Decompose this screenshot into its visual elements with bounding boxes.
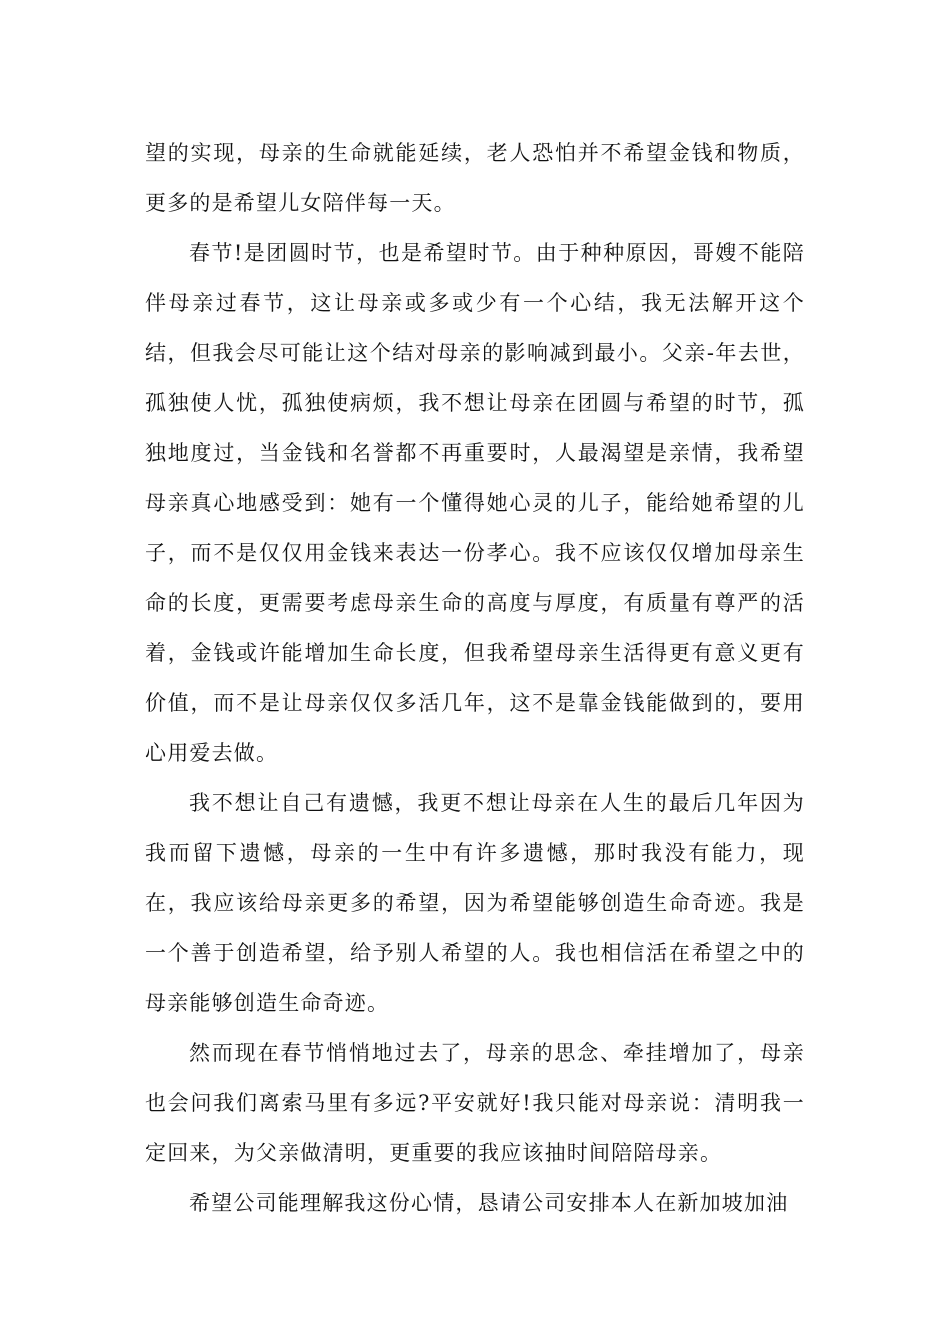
paragraph-spring-festival: 春节!是团圆时节，也是希望时节。由于种种原因，哥嫂不能陪伴母亲过春节，这让母亲或多或少有一个心结，我无法解开这个结，但我会尽可能让这个结对母亲的影响减到最小。父亲-年去世，孤独使人忧，孤独使病烦，我不想让母亲在团圆与希望的时节，孤独地度过，当金钱和名誉都不再重要时，人最渴望是亲情，我希望母亲真心地感受到：她有一个懂得她心灵的儿子，能给她希望的儿子，而不是仅仅用金钱来表达一份孝心。我不应该仅仅增加母亲生命的长度，更需要考虑母亲生命的高度与厚度，有质量有尊严的活着，金钱或许能增加生命长度，但我希望母亲生活得更有意义更有价值，而不是让母亲仅仅多活几年，这不是靠金钱能做到的，要用心用爱去做。 [145,241,805,765]
paragraph-request: 希望公司能理解我这份心情，恳请公司安排本人在新加坡加油 [189,1191,789,1215]
paragraph-missing-mother: 然而现在春节悄悄地过去了，母亲的思念、牵挂增加了，母亲也会问我们离索马里有多远?平安就好!我只能对母亲说：清明我一定回来，为父亲做清明，更重要的我应该抽时间陪陪母亲。 [145,1041,805,1165]
paragraph-no-regrets: 我不想让自己有遗憾，我更不想让母亲在人生的最后几年因为我而留下遗憾，母亲的一生中有许多遗憾，那时我没有能力，现在，我应该给母亲更多的希望，因为希望能够创造生命奇迹。我是一个善于创造希望，给予别人希望的人。我也相信活在希望之中的母亲能够创造生命奇迹。 [145,791,805,1015]
paragraph-continuation: 望的实现，母亲的生命就能延续，老人恐怕并不希望金钱和物质，更多的是希望儿女陪伴每一天。 [145,141,805,215]
document-body [145,128,805,1228]
